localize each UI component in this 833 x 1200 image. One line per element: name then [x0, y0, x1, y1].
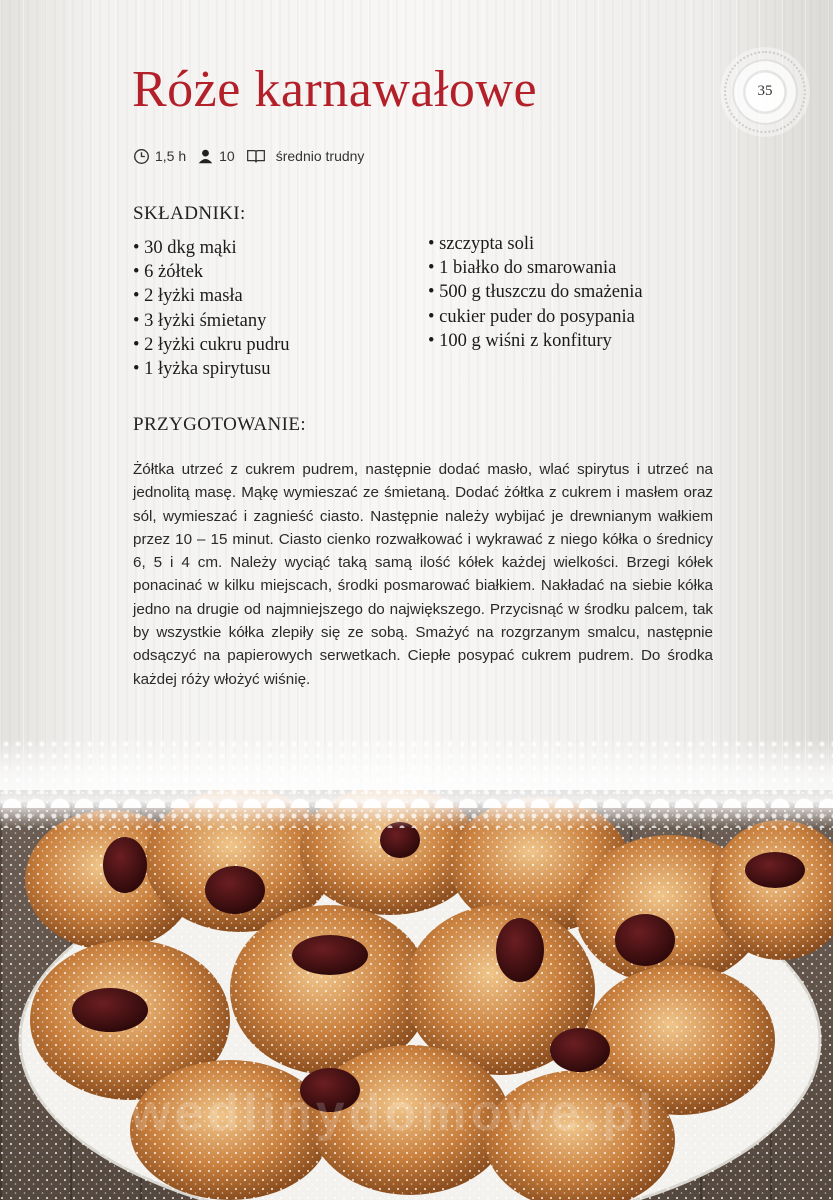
lace-border	[0, 738, 833, 828]
ingredient-item: • cukier puder do posypania	[428, 305, 643, 329]
ingredient-item: • 100 g wiśni z konfitury	[428, 329, 643, 353]
meta-time-value: 1,5 h	[155, 148, 187, 164]
page-number: 35	[757, 83, 773, 99]
meta-difficulty	[246, 148, 365, 165]
book-icon	[246, 148, 266, 165]
dish-photo	[0, 790, 833, 1200]
page-number-badge	[720, 47, 810, 137]
ingredient-item: • 6 żółtek	[133, 260, 290, 284]
preparation-text: Żółtka utrzeć z cukrem pudrem, następnie dodać masło, wlać spirytus i utrzeć na jednolitą masę. Mąkę wymieszać ze śmietaną. Dodać żółtka z cukrem i masłem oraz sól, wymieszać i zagnieść ciasto. Następnie należy wybijać je drewnianym wałkiem przez 10 – 15 minut. Ciasto cienko rozwałkować i wykrawać z niego kółka o średnicy 6, 5 i 4 cm. Należy wyciąć taką samą ilość kółek każdej wielkości. Brzegi kółek ponacinać w kilku miejscach, środki posmarować białkiem. Nakładać na siebie kółka jedno na drugie od najmniejszego do największego. Przycisnąć w środku palcem, tak by wszystkie kółka zlepiły się ze sobą. Smażyć na rozgrzanym smalcu, następnie odsączyć na papierowych serwetkach. Ciepłe posypać cukrem pudrem. Do środka każdej róży włożyć wiśnię.	[133, 461, 713, 688]
ingredient-item: • 30 dkg mąki	[133, 236, 290, 260]
ingredient-item: • 2 łyżki masła	[133, 284, 290, 308]
recipe-meta	[133, 146, 375, 166]
ingredients-heading: SKŁADNIKI:	[133, 203, 246, 224]
meta-time	[133, 148, 186, 165]
person-icon	[197, 148, 214, 165]
ingredient-item: • 2 łyżki cukru pudru	[133, 333, 290, 357]
clock-icon	[133, 148, 150, 165]
ingredient-item: • 3 łyżki śmietany	[133, 309, 290, 333]
ingredient-item: • 500 g tłuszczu do smażenia	[428, 280, 643, 304]
meta-servings-value: 10	[219, 148, 235, 164]
ingredients-list-right	[428, 232, 643, 353]
meta-servings	[197, 148, 235, 165]
photo-watermark: wedlinydomowe.pl	[130, 1084, 657, 1142]
recipe-title: Róże karnawałowe	[132, 61, 538, 118]
ingredient-item: • 1 białko do smarowania	[428, 256, 643, 280]
preparation-heading: PRZYGOTOWANIE:	[133, 414, 307, 435]
dish-illustration	[0, 790, 833, 1200]
ingredients-list-left	[133, 236, 290, 381]
meta-difficulty-value: średnio trudny	[275, 148, 365, 164]
ingredient-item: • 1 łyżka spirytusu	[133, 357, 290, 381]
ingredient-item: • szczypta soli	[428, 232, 643, 256]
